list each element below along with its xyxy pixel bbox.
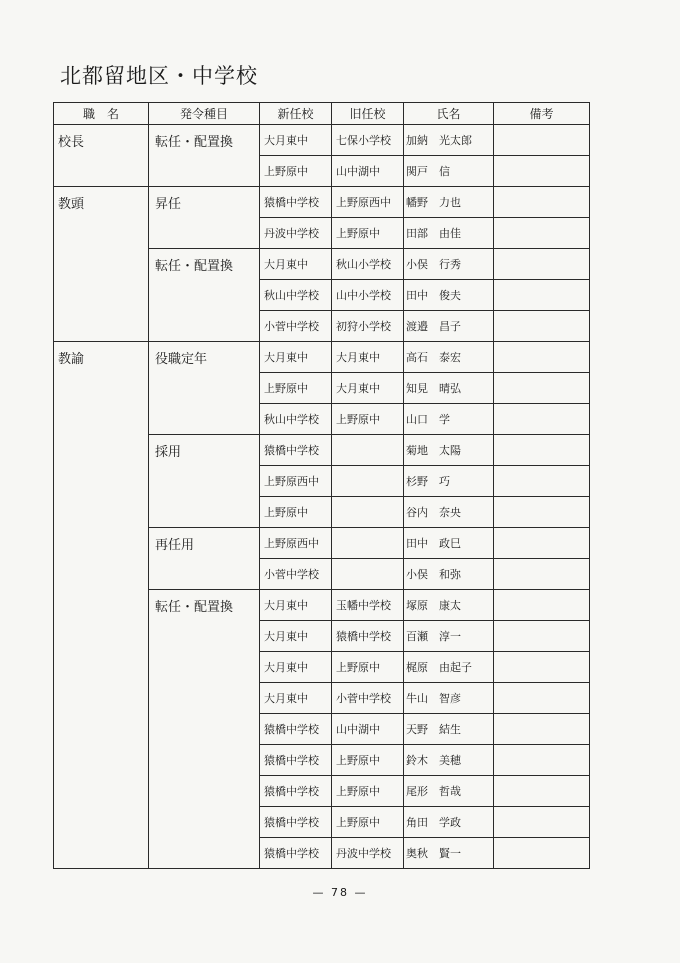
old-school-cell: 上野原中 [332,652,404,683]
old-school-cell [332,497,404,528]
page-number: — 78 — [312,886,368,899]
notes-cell [494,559,590,590]
notes-cell [494,621,590,652]
old-school-cell: 七保小学校 [332,125,404,156]
new-school-cell: 猿橋中学校 [260,807,332,838]
new-school-cell: 大月東中 [260,652,332,683]
old-school-cell: 上野原中 [332,807,404,838]
old-school-cell: 秋山小学校 [332,249,404,280]
old-school-cell: 初狩小学校 [332,311,404,342]
new-school-cell: 猿橋中学校 [260,714,332,745]
kind-cell: 採用 [149,435,260,528]
notes-cell [494,466,590,497]
notes-cell [494,714,590,745]
header-notes: 備考 [494,103,590,125]
new-school-cell: 猿橋中学校 [260,187,332,218]
new-school-cell: 猿橋中学校 [260,776,332,807]
old-school-cell: 小菅中学校 [332,683,404,714]
notes-cell [494,652,590,683]
old-school-cell [332,466,404,497]
new-school-cell: 大月東中 [260,125,332,156]
name-cell: 尾形 哲哉 [404,776,494,807]
old-school-cell: 上野原中 [332,404,404,435]
name-cell: 梶原 由起子 [404,652,494,683]
new-school-cell: 上野原中 [260,156,332,187]
name-cell: 奥秋 賢一 [404,838,494,869]
kind-cell: 転任・配置換 [149,249,260,342]
old-school-cell: 玉幡中学校 [332,590,404,621]
name-cell: 百瀬 淳一 [404,621,494,652]
old-school-cell: 丹波中学校 [332,838,404,869]
notes-cell [494,807,590,838]
name-cell: 杉野 巧 [404,466,494,497]
notes-cell [494,125,590,156]
notes-cell [494,342,590,373]
name-cell: 関戸 信 [404,156,494,187]
new-school-cell: 秋山中学校 [260,280,332,311]
name-cell: 幡野 力也 [404,187,494,218]
table-header-row [54,103,590,125]
header-name: 氏名 [404,103,494,125]
name-cell: 小俣 行秀 [404,249,494,280]
new-school-cell: 猿橋中学校 [260,745,332,776]
new-school-cell: 大月東中 [260,590,332,621]
name-cell: 菊地 太陽 [404,435,494,466]
table-row [54,187,590,218]
notes-cell [494,528,590,559]
new-school-cell: 丹波中学校 [260,218,332,249]
page-title: 北都留地区・中学校 [60,64,258,88]
notes-cell [494,745,590,776]
notes-cell [494,838,590,869]
notes-cell [494,435,590,466]
name-cell: 山口 学 [404,404,494,435]
notes-cell [494,404,590,435]
new-school-cell: 大月東中 [260,683,332,714]
kind-cell: 転任・配置換 [149,590,260,869]
name-cell: 田中 俊夫 [404,280,494,311]
new-school-cell: 小菅中学校 [260,559,332,590]
old-school-cell [332,559,404,590]
personnel-table [53,102,590,869]
kind-cell: 役職定年 [149,342,260,435]
table-row [54,125,590,156]
notes-cell [494,280,590,311]
name-cell: 高石 泰宏 [404,342,494,373]
new-school-cell: 上野原西中 [260,528,332,559]
new-school-cell: 上野原中 [260,497,332,528]
notes-cell [494,497,590,528]
name-cell: 田中 政巳 [404,528,494,559]
header-position: 職 名 [54,103,149,125]
old-school-cell: 山中湖中 [332,156,404,187]
header-new-school: 新任校 [260,103,332,125]
name-cell: 塚原 康太 [404,590,494,621]
notes-cell [494,776,590,807]
header-old-school: 旧任校 [332,103,404,125]
kind-cell: 転任・配置換 [149,125,260,187]
old-school-cell: 大月東中 [332,373,404,404]
position-cell: 教諭 [54,342,149,869]
new-school-cell: 上野原西中 [260,466,332,497]
old-school-cell [332,528,404,559]
new-school-cell: 大月東中 [260,249,332,280]
kind-cell: 再任用 [149,528,260,590]
position-cell: 教頭 [54,187,149,342]
header-kind: 発令種目 [149,103,260,125]
new-school-cell: 大月東中 [260,342,332,373]
notes-cell [494,590,590,621]
old-school-cell: 猿橋中学校 [332,621,404,652]
old-school-cell [332,435,404,466]
notes-cell [494,249,590,280]
name-cell: 小俣 和弥 [404,559,494,590]
new-school-cell: 秋山中学校 [260,404,332,435]
name-cell: 天野 結生 [404,714,494,745]
notes-cell [494,373,590,404]
name-cell: 渡邉 昌子 [404,311,494,342]
old-school-cell: 山中小学校 [332,280,404,311]
name-cell: 鈴木 美穂 [404,745,494,776]
notes-cell [494,311,590,342]
new-school-cell: 大月東中 [260,621,332,652]
new-school-cell: 小菅中学校 [260,311,332,342]
old-school-cell: 山中湖中 [332,714,404,745]
old-school-cell: 上野原中 [332,218,404,249]
name-cell: 田部 由佳 [404,218,494,249]
new-school-cell: 猿橋中学校 [260,435,332,466]
table-row [54,342,590,373]
notes-cell [494,187,590,218]
notes-cell [494,683,590,714]
position-cell: 校長 [54,125,149,187]
name-cell: 加納 光太郎 [404,125,494,156]
old-school-cell: 上野原西中 [332,187,404,218]
name-cell: 牛山 智彦 [404,683,494,714]
new-school-cell: 猿橋中学校 [260,838,332,869]
name-cell: 角田 学政 [404,807,494,838]
notes-cell [494,156,590,187]
old-school-cell: 上野原中 [332,745,404,776]
kind-cell: 昇任 [149,187,260,249]
old-school-cell: 大月東中 [332,342,404,373]
old-school-cell: 上野原中 [332,776,404,807]
name-cell: 知見 晴弘 [404,373,494,404]
notes-cell [494,218,590,249]
name-cell: 谷内 奈央 [404,497,494,528]
new-school-cell: 上野原中 [260,373,332,404]
